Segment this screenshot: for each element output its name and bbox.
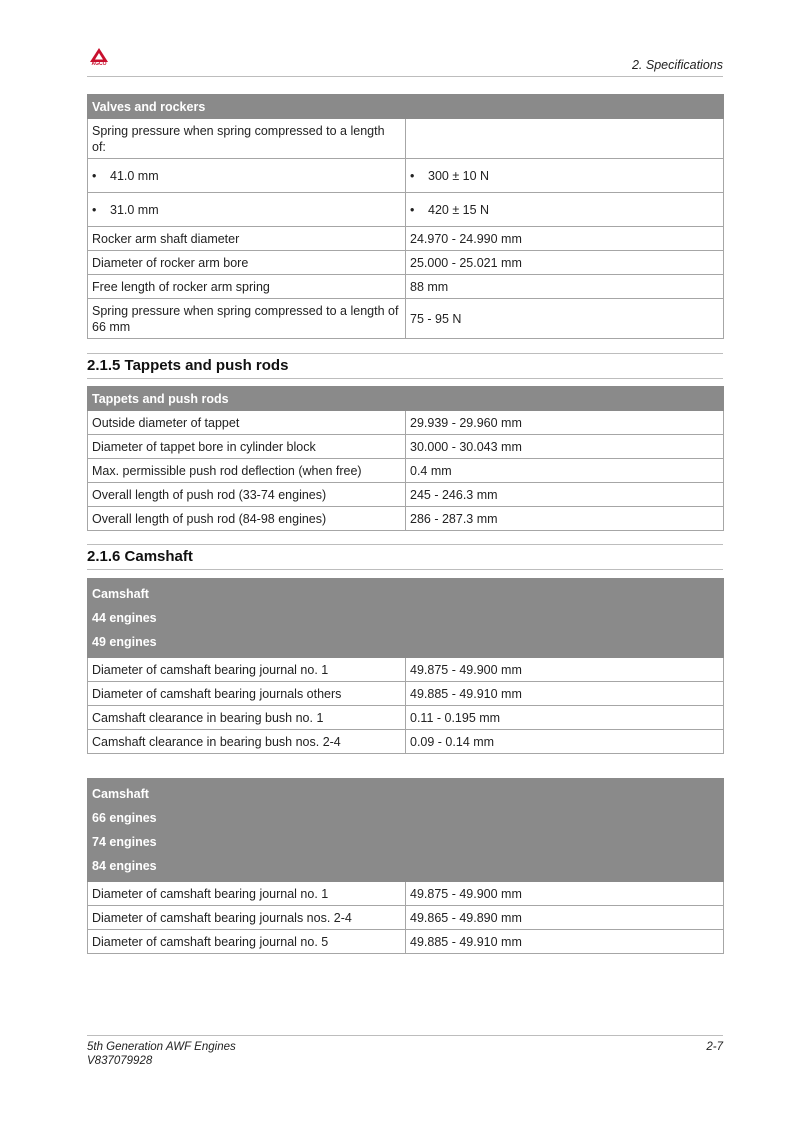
row-value: 420 ± 15 N [428,202,490,217]
table-title-line: 44 engines [92,611,157,625]
table-title-line: 84 engines [92,859,157,873]
row-label: Camshaft clearance in bearing bush no. 1 [88,706,406,730]
table-row [88,906,724,930]
row-label: Diameter of rocker arm bore [88,251,406,275]
row-label: Diameter of camshaft bearing journals nos. 2-4 [88,906,406,930]
table-header-row [88,95,724,119]
row-label: Rocker arm shaft diameter [88,227,406,251]
row-value: 0.09 - 0.14 mm [406,730,724,754]
table-row [88,159,724,193]
bullet-icon: • [410,202,415,217]
table-row [88,251,724,275]
row-value: 300 ± 10 N [428,168,490,183]
row-label: Overall length of push rod (33-74 engines) [88,483,406,507]
bullet-icon: • [92,168,97,183]
row-value [406,119,724,159]
row-value: 245 - 246.3 mm [406,483,724,507]
table-title-line: 66 engines [92,811,157,825]
table-title-line: 74 engines [92,835,157,849]
row-label: Outside diameter of tappet [88,411,406,435]
table-title [88,579,724,658]
row-label: Diameter of camshaft bearing journal no. 5 [88,930,406,954]
section-heading-camshaft [87,544,723,570]
camshaft-table-2 [87,778,724,954]
valves-rockers-table [87,94,724,339]
row-value-cell [406,193,724,227]
row-label: Spring pressure when spring compressed to a length of: [88,119,406,159]
row-value: 49.885 - 49.910 mm [406,682,724,706]
table-title-line: Camshaft [92,787,149,801]
footer-doc-title: 5th Generation AWF Engines [87,1041,236,1053]
row-label: Overall length of push rod (84-98 engines) [88,507,406,531]
row-value: 0.4 mm [406,459,724,483]
row-label-cell [88,193,406,227]
page-footer [87,1035,723,1068]
row-value: 49.865 - 49.890 mm [406,906,724,930]
table-header-row [88,387,724,411]
table-row [88,275,724,299]
tappets-table [87,386,724,531]
table-row [88,882,724,906]
bullet-icon: • [410,168,415,183]
camshaft-table-1 [87,578,724,754]
table-row [88,119,724,159]
table-title [88,779,724,882]
row-value: 29.939 - 29.960 mm [406,411,724,435]
table-row [88,658,724,682]
table-row [88,507,724,531]
table-row [88,930,724,954]
table-title-line: 49 engines [92,635,157,649]
section-heading-tappets [87,353,723,379]
row-value: 0.11 - 0.195 mm [406,706,724,730]
row-label: Diameter of camshaft bearing journal no. 1 [88,658,406,682]
table-row [88,193,724,227]
header-section-title: 2. Specifications [631,58,723,72]
row-value: 75 - 95 N [406,299,724,339]
row-label: Diameter of tappet bore in cylinder block [88,435,406,459]
page-number: 2-7 [706,1041,723,1053]
row-value: 30.000 - 30.043 mm [406,435,724,459]
row-value-cell [406,159,724,193]
table-row [88,483,724,507]
table-row [88,459,724,483]
row-label: Max. permissible push rod deflection (when free) [88,459,406,483]
row-label-cell [88,159,406,193]
row-value: 25.000 - 25.021 mm [406,251,724,275]
row-label: 41.0 mm [110,168,159,183]
row-value: 24.970 - 24.990 mm [406,227,724,251]
table-header-row [88,779,724,882]
section-title: 2.1.5 Tappets and push rods [87,357,289,374]
row-value: 49.875 - 49.900 mm [406,658,724,682]
row-label: Spring pressure when spring compressed to a length of 66 mm [88,299,406,339]
table-row [88,730,724,754]
row-label: Camshaft clearance in bearing bush nos. 2-4 [88,730,406,754]
table-title: Valves and rockers [88,95,724,119]
footer-doc-number: V837079928 [87,1055,153,1067]
bullet-icon: • [92,202,97,217]
row-value: 88 mm [406,275,724,299]
table-row [88,706,724,730]
row-label: 31.0 mm [110,202,159,217]
row-label: Free length of rocker arm spring [88,275,406,299]
row-value: 49.875 - 49.900 mm [406,882,724,906]
table-header-row [88,579,724,658]
table-title: Tappets and push rods [88,387,724,411]
row-value: 286 - 287.3 mm [406,507,724,531]
table-row [88,682,724,706]
logo-text: AGCO [91,61,107,67]
table-title-line: Camshaft [92,587,149,601]
row-value: 49.885 - 49.910 mm [406,930,724,954]
row-label: Diameter of camshaft bearing journal no. 1 [88,882,406,906]
section-title: 2.1.6 Camshaft [87,548,193,565]
table-row [88,411,724,435]
table-row [88,227,724,251]
table-row [88,435,724,459]
page-header [87,44,723,77]
row-label: Diameter of camshaft bearing journals others [88,682,406,706]
table-row [88,299,724,339]
agco-logo-icon [87,47,111,73]
